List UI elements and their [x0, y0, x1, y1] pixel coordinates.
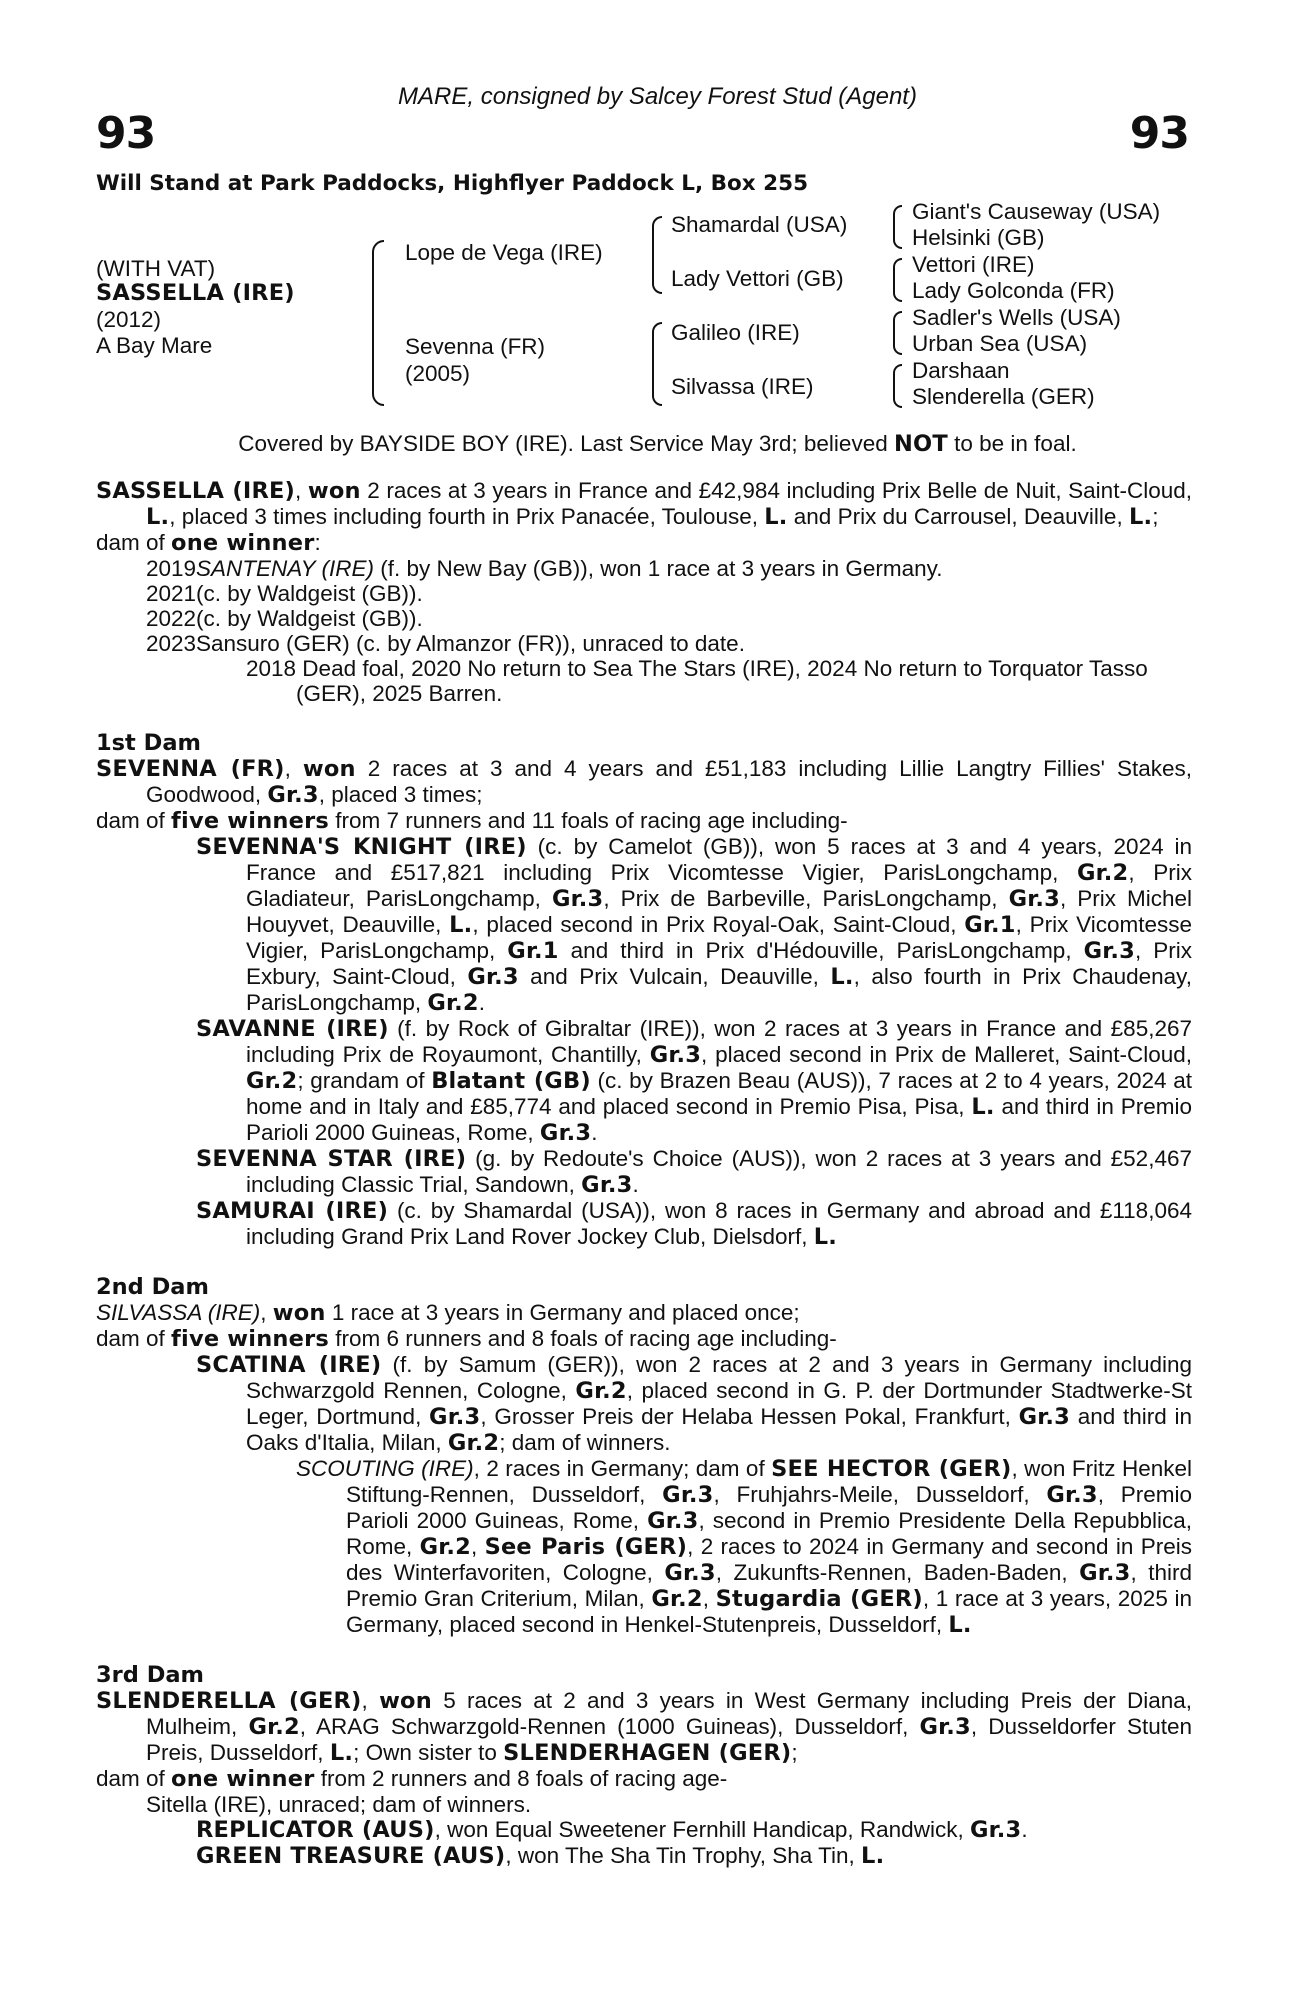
- mare-dam-of: dam of one winner:: [96, 530, 321, 556]
- pedigree-brace-main: [372, 240, 384, 406]
- progeny-savanne: SAVANNE (IRE) (f. by Rock of Gibraltar (IRE)), won 2 races at 3 years in France and £85,267 including Prix de Royaumont, Chantilly, Gr.3, placed second in Prix de Malleret, Saint-Cloud, Gr.2; grandam of Blatant (GB) (c. by Brazen Beau (AUS)), 7 races at 2 to 4 years, 2024 at home and in Italy and £85,774 and placed second in Premio Pisa, Pisa, L. and third in Premio Parioli 2000 Guineas, Rome, Gr.3.: [196, 1016, 1193, 1146]
- second-dam-dam-of: dam of five winners from 6 runners and 8 foals of racing age including-: [96, 1326, 837, 1352]
- horse-year: (2012): [96, 307, 162, 332]
- pedigree-brace-g2: [893, 258, 902, 302]
- third-dam-heading: 3rd Dam: [96, 1662, 204, 1688]
- stand-location: Will Stand at Park Paddocks, Highflyer Paddock L, Box 255: [96, 171, 809, 196]
- first-dam-dam-of: dam of five winners from 7 runners and 11 foals of racing age including-: [96, 808, 848, 834]
- gen3-3: Vettori (IRE): [912, 252, 1035, 277]
- pedigree-brace-sire: [652, 216, 662, 294]
- foal-row: 2021 (c. by Waldgeist (GB)).: [146, 581, 423, 606]
- foal-row: 2019 SANTENAY (IRE) (f. by New Bay (GB)), won 1 race at 3 years in Germany.: [146, 556, 943, 581]
- foal-row: 2023 Sansuro (GER) (c. by Almanzor (FR)), unraced to date.: [146, 631, 745, 656]
- sire-name: Lope de Vega (IRE): [405, 240, 603, 265]
- horse-description: A Bay Mare: [96, 333, 213, 358]
- catalogue-header-title: MARE, consigned by Salcey Forest Stud (Agent): [398, 83, 917, 110]
- second-dam-heading: 2nd Dam: [96, 1274, 209, 1300]
- pedigree-brace-g1: [893, 205, 902, 249]
- progeny-scatina: SCATINA (IRE) (f. by Samum (GER)), won 2 races at 2 and 3 years in Germany including Schwarzgold Rennen, Cologne, Gr.2, placed second in G. P. der Dortmunder Stadtwerke-St Leger, Dortmund, Gr.3, Grosser Preis der Helaba Hessen Pokal, Frankfurt, Gr.3 and third in Oaks d'Italia, Milan, Gr.2; dam of winners.: [196, 1352, 1192, 1456]
- third-dam-dam-of: dam of one winner from 2 runners and 8 foals of racing age-: [96, 1766, 728, 1792]
- progeny-scouting: SCOUTING (IRE), 2 races in Germany; dam of SEE HECTOR (GER), won Fritz Henkel Stiftung-Rennen, Dusseldorf, Gr.3, Fruhjahrs-Meile, Dusseldorf, Gr.3, Premio Parioli 2000 Guineas, Rome, Gr.3, second in Premio Presidente Della Repubblica, Rome, Gr.2, See Paris (GER), 2 races to 2024 in Germany and second in Preis des Winterfavoriten, Cologne, Gr.3, Zukunfts-Rennen, Baden-Baden, Gr.3, third Premio Gran Criterium, Milan, Gr.2, Stugardia (GER), 1 race at 3 years, 2025 in Germany, placed second in Henkel-Stutenpreis, Dusseldorf, L.: [296, 1456, 1193, 1638]
- pedigree-brace-dam: [652, 322, 662, 406]
- progeny-sevenna-star: SEVENNA STAR (IRE) (g. by Redoute's Choice (AUS)), won 2 races at 3 years and £52,467 including Classic Trial, Sandown, Gr.3.: [196, 1146, 1192, 1198]
- vat-label: (WITH VAT): [96, 256, 216, 281]
- gen3-7: Darshaan: [912, 358, 1010, 383]
- gen3-4: Lady Golconda (FR): [912, 278, 1115, 303]
- pedigree-brace-g4: [893, 364, 902, 408]
- dam-sire: Galileo (IRE): [671, 320, 800, 345]
- first-dam-record: SEVENNA (FR), won 2 races at 3 and 4 years and £51,183 including Lillie Langtry Fillies' Stakes, Goodwood, Gr.3, placed 3 times;: [96, 756, 1192, 808]
- progeny-samurai: SAMURAI (IRE) (c. by Shamardal (USA)), won 8 races in Germany and abroad and £118,064 including Grand Prix Land Rover Jockey Club, Dielsdorf, L.: [196, 1198, 1192, 1250]
- dam-dam: Silvassa (IRE): [671, 374, 814, 399]
- gen3-8: Slenderella (GER): [912, 384, 1095, 409]
- gen3-2: Helsinki (GB): [912, 225, 1045, 250]
- gen3-5: Sadler's Wells (USA): [912, 305, 1121, 330]
- foal-row: 2022 (c. by Waldgeist (GB)).: [146, 606, 423, 631]
- gen3-1: Giant's Causeway (USA): [912, 199, 1161, 224]
- dam-name: Sevenna (FR): [405, 334, 546, 359]
- covered-line: Covered by BAYSIDE BOY (IRE). Last Service May 3rd; believed NOT to be in foal.: [238, 431, 1077, 457]
- dam-year: (2005): [405, 361, 471, 386]
- foal-note: 2018 Dead foal, 2020 No return to Sea The Stars (IRE), 2024 No return to Torquator Tasso (GER), 2025 Barren.: [246, 656, 1148, 706]
- progeny-sitella: Sitella (IRE), unraced; dam of winners.: [146, 1792, 532, 1817]
- catalogue-body: [96, 478, 1192, 1869]
- lot-number-right: 93: [1129, 108, 1189, 159]
- progeny-replicator: REPLICATOR (AUS), won Equal Sweetener Fernhill Handicap, Randwick, Gr.3.: [196, 1817, 1028, 1843]
- horse-name: SASSELLA (IRE): [96, 280, 295, 306]
- third-dam-record: SLENDERELLA (GER), won 5 races at 2 and 3 years in West Germany including Preis der Diana, Mulheim, Gr.2, ARAG Schwarzgold-Rennen (1000 Guineas), Dusseldorf, Gr.3, Dusseldorfer Stuten Preis, Dusseldorf, L.; Own sister to SLENDERHAGEN (GER);: [96, 1688, 1193, 1766]
- lot-number-left: 93: [96, 108, 156, 159]
- sire-dam: Lady Vettori (GB): [671, 266, 844, 291]
- progeny-green-treasure: GREEN TREASURE (AUS), won The Sha Tin Trophy, Sha Tin, L.: [196, 1843, 885, 1869]
- first-dam-heading: 1st Dam: [96, 730, 201, 756]
- sire-sire: Shamardal (USA): [671, 212, 848, 237]
- pedigree-brace-g3: [893, 311, 902, 355]
- progeny-sevennas-knight: SEVENNA'S KNIGHT (IRE) (c. by Camelot (GB)), won 5 races at 3 and 4 years, 2024 in France and £517,821 including Prix Vicomtesse Vigier, ParisLongchamp, Gr.2, Prix Gladiateur, ParisLongchamp, Gr.3, Prix de Barbeville, ParisLongchamp, Gr.3, Prix Michel Houyvet, Deauville, L., placed second in Prix Royal-Oak, Saint-Cloud, Gr.1, Prix Vicomtesse Vigier, ParisLongchamp, Gr.1 and third in Prix d'Hédouville, ParisLongchamp, Gr.3, Prix Exbury, Saint-Cloud, Gr.3 and Prix Vulcain, Deauville, L., also fourth in Prix Chaudenay, ParisLongchamp, Gr.2.: [196, 834, 1192, 1016]
- second-dam-record: SILVASSA (IRE), won 1 race at 3 years in Germany and placed once;: [96, 1300, 800, 1326]
- gen3-6: Urban Sea (USA): [912, 331, 1088, 356]
- mare-record: SASSELLA (IRE), won 2 races at 3 years in France and £42,984 including Prix Belle de Nuit, Saint-Cloud, L., placed 3 times including fourth in Prix Panacée, Toulouse, L. and Prix du Carrousel, Deauville, L.;: [96, 478, 1192, 530]
